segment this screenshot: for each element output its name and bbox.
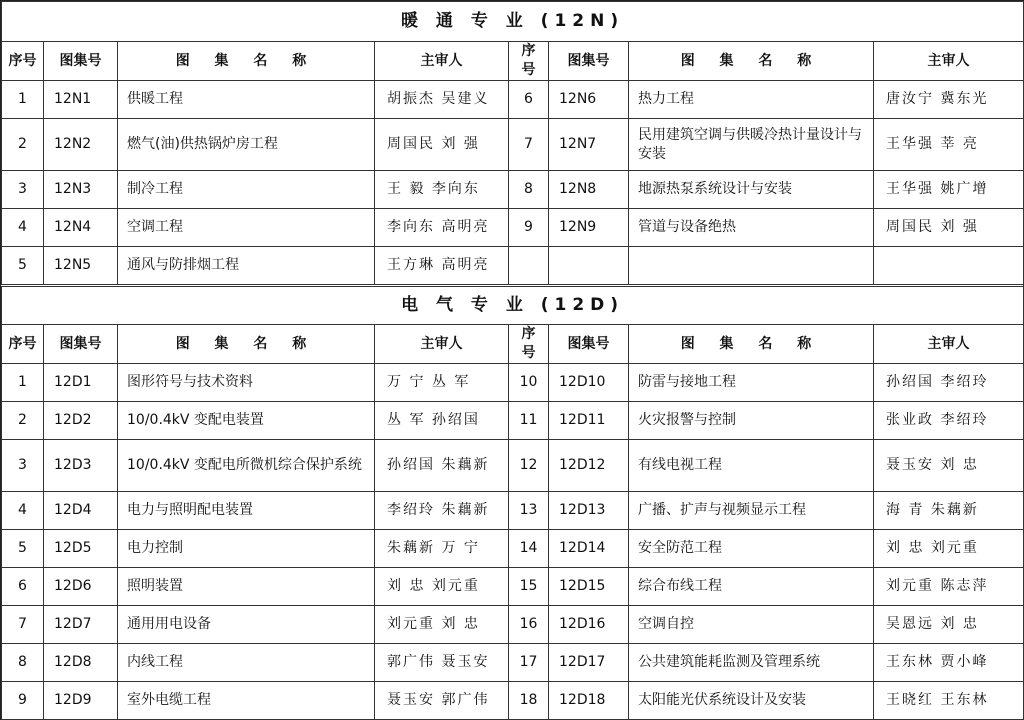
atlas-name: 安全防范工程 xyxy=(629,530,874,568)
atlas-name: 10/0.4kV 变配电所微机综合保护系统 xyxy=(118,440,375,492)
column-header-no: 序号 xyxy=(2,325,44,364)
row-number: 14 xyxy=(509,530,549,568)
row-number: 7 xyxy=(509,119,549,171)
row-number: 16 xyxy=(509,606,549,644)
atlas-code: 12D3 xyxy=(44,440,118,492)
row-number: 15 xyxy=(509,568,549,606)
atlas-code: 12D10 xyxy=(549,364,629,402)
atlas-code: 12D4 xyxy=(44,492,118,530)
atlas-code: 12D16 xyxy=(549,606,629,644)
chief-reviewer: 胡振杰 吴建义 xyxy=(375,81,509,119)
column-header-code: 图集号 xyxy=(44,42,118,81)
chief-reviewer: 刘元重 陈志萍 xyxy=(874,568,1024,606)
atlas-name: 空调自控 xyxy=(629,606,874,644)
column-header-reviewer: 主审人 xyxy=(874,42,1024,81)
table-row xyxy=(2,119,1024,171)
chief-reviewer: 王晓红 王东林 xyxy=(874,682,1024,720)
row-number: 7 xyxy=(2,606,44,644)
table-row xyxy=(2,440,1024,492)
chief-reviewer: 吴恩远 刘 忠 xyxy=(874,606,1024,644)
row-number: 12 xyxy=(509,440,549,492)
column-header-no: 序号 xyxy=(2,42,44,81)
row-number: 4 xyxy=(2,492,44,530)
row-number: 2 xyxy=(2,402,44,440)
atlas-name: 电力控制 xyxy=(118,530,375,568)
row-number xyxy=(509,247,549,285)
chief-reviewer: 王东林 贾小峰 xyxy=(874,644,1024,682)
atlas-name: 有线电视工程 xyxy=(629,440,874,492)
atlas-name: 热力工程 xyxy=(629,81,874,119)
atlas-name: 燃气(油)供热锅炉房工程 xyxy=(118,119,375,171)
column-header-name: 图 集 名 称 xyxy=(118,42,375,81)
row-number: 6 xyxy=(2,568,44,606)
atlas-code: 12D8 xyxy=(44,644,118,682)
chief-reviewer: 丛 军 孙绍国 xyxy=(375,402,509,440)
column-header-no: 序号 xyxy=(509,325,549,364)
row-number: 3 xyxy=(2,171,44,209)
atlas-code: 12N6 xyxy=(549,81,629,119)
row-number: 13 xyxy=(509,492,549,530)
table-row xyxy=(2,568,1024,606)
chief-reviewer: 刘元重 刘 忠 xyxy=(375,606,509,644)
column-header-code: 图集号 xyxy=(549,42,629,81)
column-header-name: 图 集 名 称 xyxy=(629,42,874,81)
column-header-reviewer: 主审人 xyxy=(375,42,509,81)
table-row xyxy=(2,247,1024,285)
row-number: 2 xyxy=(2,119,44,171)
row-number: 6 xyxy=(509,81,549,119)
column-header-name: 图 集 名 称 xyxy=(118,325,375,364)
atlas-name: 电力与照明配电装置 xyxy=(118,492,375,530)
section-title: 暖 通 专 业 (12N) xyxy=(2,2,1024,42)
atlas-name: 图形符号与技术资料 xyxy=(118,364,375,402)
row-number: 11 xyxy=(509,402,549,440)
atlas-name: 通风与防排烟工程 xyxy=(118,247,375,285)
chief-reviewer: 郭广伟 聂玉安 xyxy=(375,644,509,682)
row-number: 9 xyxy=(509,209,549,247)
chief-reviewer: 李绍玲 朱藕新 xyxy=(375,492,509,530)
atlas-name: 火灾报警与控制 xyxy=(629,402,874,440)
table-row xyxy=(2,81,1024,119)
atlas-code: 12D15 xyxy=(549,568,629,606)
electrical-table xyxy=(1,286,1024,720)
atlas-name: 制冷工程 xyxy=(118,171,375,209)
row-number: 17 xyxy=(509,644,549,682)
atlas-code: 12D6 xyxy=(44,568,118,606)
chief-reviewer: 周国民 刘 强 xyxy=(874,209,1024,247)
atlas-name: 地源热泵系统设计与安装 xyxy=(629,171,874,209)
chief-reviewer: 朱藕新 万 宁 xyxy=(375,530,509,568)
atlas-code: 12D1 xyxy=(44,364,118,402)
table-row xyxy=(2,682,1024,720)
atlas-name: 空调工程 xyxy=(118,209,375,247)
atlas-name: 照明装置 xyxy=(118,568,375,606)
atlas-name: 民用建筑空调与供暖冷热计量设计与安装 xyxy=(629,119,874,171)
atlas-code: 12N2 xyxy=(44,119,118,171)
chief-reviewer: 刘 忠 刘元重 xyxy=(874,530,1024,568)
row-number: 8 xyxy=(509,171,549,209)
atlas-code: 12D9 xyxy=(44,682,118,720)
atlas-code: 12D14 xyxy=(549,530,629,568)
row-number: 1 xyxy=(2,81,44,119)
table-row xyxy=(2,606,1024,644)
atlas-code: 12D18 xyxy=(549,682,629,720)
column-header-code: 图集号 xyxy=(44,325,118,364)
atlas-name: 供暖工程 xyxy=(118,81,375,119)
chief-reviewer: 王方琳 高明亮 xyxy=(375,247,509,285)
column-header-reviewer: 主审人 xyxy=(375,325,509,364)
atlas-name: 10/0.4kV 变配电装置 xyxy=(118,402,375,440)
atlas-code: 12D5 xyxy=(44,530,118,568)
atlas-code xyxy=(549,247,629,285)
chief-reviewer: 孙绍国 李绍玲 xyxy=(874,364,1024,402)
table-row xyxy=(2,530,1024,568)
chief-reviewer: 唐汝宁 冀东光 xyxy=(874,81,1024,119)
atlas-name: 管道与设备绝热 xyxy=(629,209,874,247)
row-number: 18 xyxy=(509,682,549,720)
atlas-code: 12D2 xyxy=(44,402,118,440)
atlas-code: 12N3 xyxy=(44,171,118,209)
table-row xyxy=(2,492,1024,530)
chief-reviewer: 万 宁 丛 军 xyxy=(375,364,509,402)
chief-reviewer: 聂玉安 郭广伟 xyxy=(375,682,509,720)
atlas-name: 内线工程 xyxy=(118,644,375,682)
chief-reviewer: 刘 忠 刘元重 xyxy=(375,568,509,606)
column-header-code: 图集号 xyxy=(549,325,629,364)
chief-reviewer: 孙绍国 朱藕新 xyxy=(375,440,509,492)
row-number: 1 xyxy=(2,364,44,402)
atlas-code: 12N9 xyxy=(549,209,629,247)
chief-reviewer: 周国民 刘 强 xyxy=(375,119,509,171)
column-header-no: 序号 xyxy=(509,42,549,81)
row-number: 10 xyxy=(509,364,549,402)
table-row xyxy=(2,364,1024,402)
atlas-code: 12N1 xyxy=(44,81,118,119)
atlas-name: 通用用电设备 xyxy=(118,606,375,644)
chief-reviewer xyxy=(874,247,1024,285)
row-number: 8 xyxy=(2,644,44,682)
row-number: 5 xyxy=(2,530,44,568)
atlas-code: 12D13 xyxy=(549,492,629,530)
atlas-name: 防雷与接地工程 xyxy=(629,364,874,402)
atlas-code: 12N8 xyxy=(549,171,629,209)
chief-reviewer: 王华强 莘 亮 xyxy=(874,119,1024,171)
chief-reviewer: 海 青 朱藕新 xyxy=(874,492,1024,530)
atlas-name: 公共建筑能耗监测及管理系统 xyxy=(629,644,874,682)
section-title: 电 气 专 业 (12D) xyxy=(2,287,1024,325)
atlas-code: 12N4 xyxy=(44,209,118,247)
column-header-reviewer: 主审人 xyxy=(874,325,1024,364)
chief-reviewer: 王华强 姚广增 xyxy=(874,171,1024,209)
row-number: 5 xyxy=(2,247,44,285)
atlas-name: 综合布线工程 xyxy=(629,568,874,606)
atlas-name: 广播、扩声与视频显示工程 xyxy=(629,492,874,530)
row-number: 9 xyxy=(2,682,44,720)
table-row xyxy=(2,644,1024,682)
table-row xyxy=(2,209,1024,247)
chief-reviewer: 张业政 李绍玲 xyxy=(874,402,1024,440)
row-number: 4 xyxy=(2,209,44,247)
atlas-name: 室外电缆工程 xyxy=(118,682,375,720)
atlas-name xyxy=(629,247,874,285)
table-row xyxy=(2,171,1024,209)
table-row xyxy=(2,402,1024,440)
atlas-code: 12N7 xyxy=(549,119,629,171)
atlas-code: 12D12 xyxy=(549,440,629,492)
chief-reviewer: 聂玉安 刘 忠 xyxy=(874,440,1024,492)
chief-reviewer: 李向东 高明亮 xyxy=(375,209,509,247)
column-header-name: 图 集 名 称 xyxy=(629,325,874,364)
atlas-name: 太阳能光伏系统设计及安装 xyxy=(629,682,874,720)
atlas-code: 12D7 xyxy=(44,606,118,644)
row-number: 3 xyxy=(2,440,44,492)
hvac-table xyxy=(1,1,1024,285)
atlas-code: 12N5 xyxy=(44,247,118,285)
chief-reviewer: 王 毅 李向东 xyxy=(375,171,509,209)
atlas-code: 12D17 xyxy=(549,644,629,682)
atlas-code: 12D11 xyxy=(549,402,629,440)
